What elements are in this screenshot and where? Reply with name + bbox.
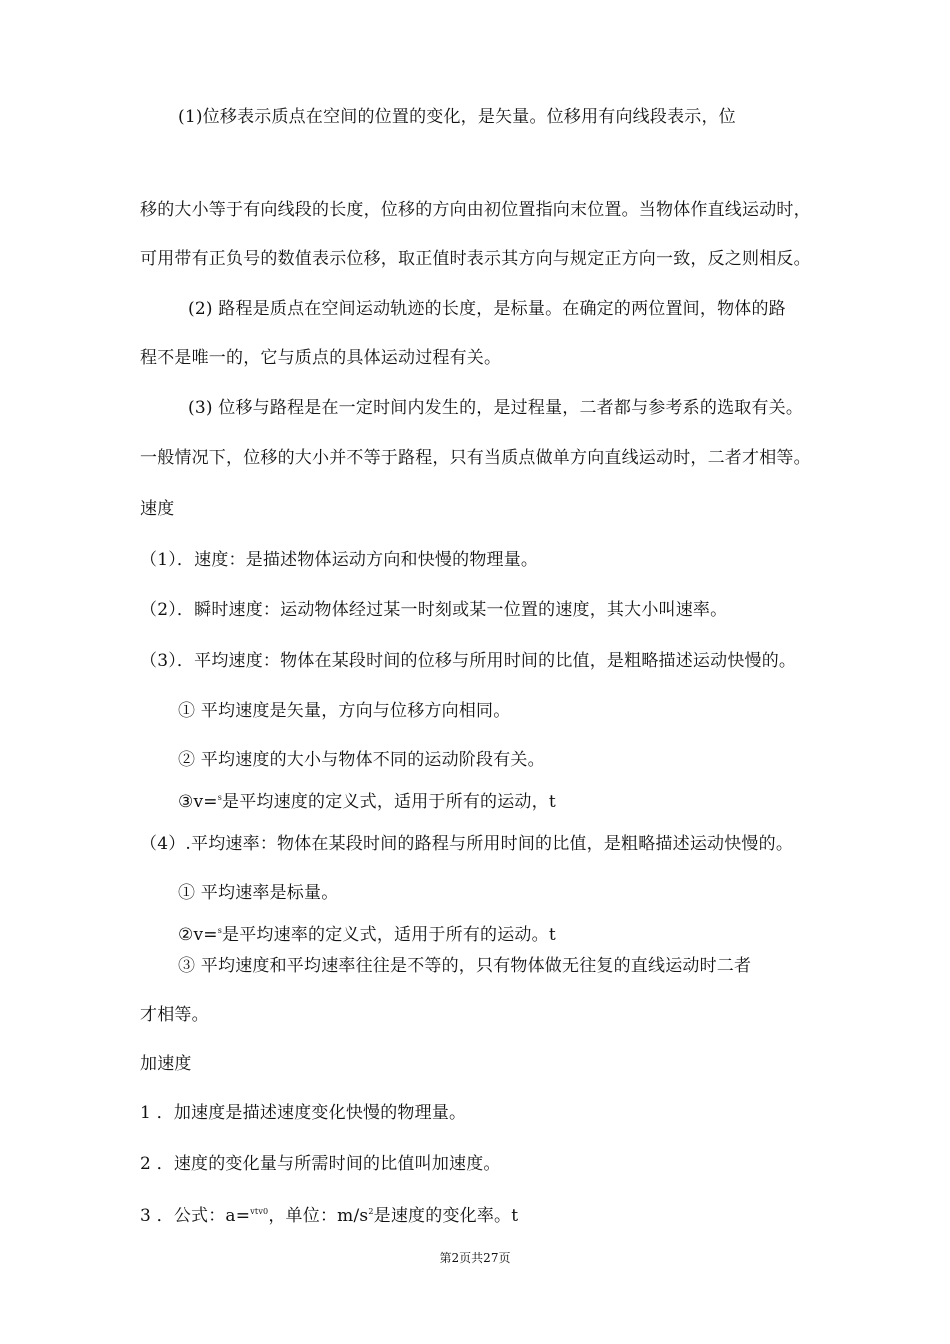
displacement-p1-line3: 可用带有正负号的数值表示位移，取正值时表示其方向与规定正方向一致，反之则相反。 <box>140 249 811 269</box>
acceleration-item-2: 2 ．速度的变化量与所需时间的比值叫加速度。 <box>140 1154 501 1174</box>
acceleration-item-3 <box>140 1205 518 1227</box>
formula-prefix: ②v= <box>178 925 218 945</box>
velocity-sub-2: ② 平均速度的大小与物体不同的运动阶段有关。 <box>178 750 545 770</box>
formula-prefix: ③v= <box>178 792 218 812</box>
displacement-p1-line1: (1)位移表示质点在空间的位置的变化，是矢量。位移用有向线段表示，位 <box>178 107 736 127</box>
unit-text: ，单位：m/s <box>268 1206 369 1226</box>
displacement-p3-line1: (3) 位移与路程是在一定时间内发生的，是过程量，二者都与参考系的选取有关。 <box>188 398 804 418</box>
formula-suffix: 是平均速率的定义式，适用于所有的运动。t <box>222 925 556 945</box>
acceleration-item-1: 1 ．加速度是描述速度变化快慢的物理量。 <box>140 1103 467 1123</box>
velocity-item-1: （1）．速度：是描述物体运动方向和快慢的物理量。 <box>140 550 539 570</box>
displacement-p1-line2: 移的大小等于有向线段的长度，位移的方向由初位置指向末位置。当物体作直线运动时， <box>140 200 811 220</box>
velocity-item-4: （4）.平均速率：物体在某段时间的路程与所用时间的比值，是粗略描述运动快慢的。 <box>140 834 794 854</box>
formula-suffix: 是速度的变化率。t <box>373 1206 519 1226</box>
unit-exponent: 2 <box>368 1207 374 1216</box>
formula-superscript: s <box>217 793 223 802</box>
velocity-sub-6-line1: ③ 平均速度和平均速率往往是不等的，只有物体做无往复的直线运动时二者 <box>178 956 752 976</box>
formula-prefix: 3 ．公式：a= <box>140 1206 251 1226</box>
displacement-p3-line2: 一般情况下，位移的大小并不等于路程，只有当质点做单方向直线运动时，二者才相等。 <box>140 448 811 468</box>
displacement-p2-line2: 程不是唯一的，它与质点的具体运动过程有关。 <box>140 348 502 368</box>
velocity-sub-5 <box>178 924 556 946</box>
velocity-sub-1: ① 平均速度是矢量，方向与位移方向相同。 <box>178 701 511 721</box>
velocity-sub-3 <box>178 791 556 813</box>
acceleration-heading: 加速度 <box>140 1054 192 1074</box>
page-footer: 第2页共27页 <box>439 1251 511 1265</box>
velocity-heading: 速度 <box>140 499 175 519</box>
displacement-p2-line1: (2) 路程是质点在空间运动轨迹的长度，是标量。在确定的两位置间，物体的路 <box>188 299 786 319</box>
velocity-sub-4: ① 平均速率是标量。 <box>178 883 339 903</box>
formula-superscript: s <box>217 926 223 935</box>
velocity-sub-6-line2: 才相等。 <box>140 1005 209 1025</box>
formula-suffix: 是平均速度的定义式，适用于所有的运动，t <box>222 792 556 812</box>
formula-superscript: vtv0 <box>250 1207 269 1216</box>
velocity-item-3: （3）．平均速度：物体在某段时间的位移与所用时间的比值，是粗略描述运动快慢的。 <box>140 651 797 671</box>
velocity-item-2: （2）．瞬时速度：运动物体经过某一时刻或某一位置的速度，其大小叫速率。 <box>140 600 728 620</box>
